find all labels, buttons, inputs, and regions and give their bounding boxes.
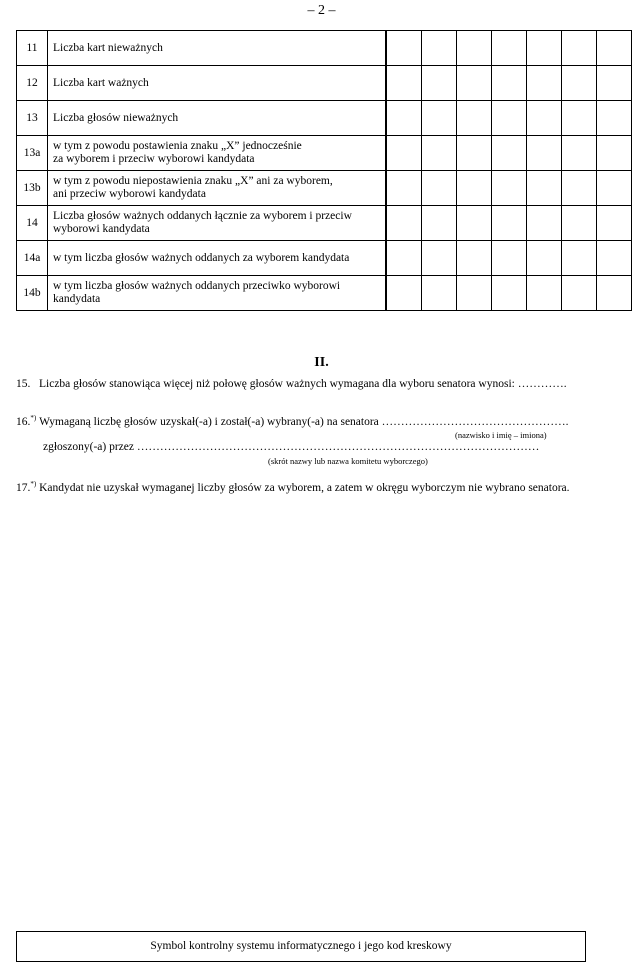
table-row <box>17 171 632 206</box>
digit-box[interactable] <box>527 66 562 101</box>
digit-box[interactable] <box>457 276 492 311</box>
digit-box[interactable] <box>562 171 597 206</box>
digit-box[interactable] <box>387 136 422 171</box>
digit-box[interactable] <box>387 171 422 206</box>
digit-box[interactable] <box>562 101 597 136</box>
table-row <box>17 31 632 66</box>
digit-box[interactable] <box>527 31 562 66</box>
item-17: 17.*) Kandydat nie uzyskał wymaganej liczby głosów za wyborem, a zatem w okręgu wyborczym nie wybrano senatora. <box>16 480 570 494</box>
digit-box[interactable] <box>492 171 527 206</box>
digit-box[interactable] <box>562 241 597 276</box>
digit-box[interactable] <box>527 276 562 311</box>
digit-box[interactable] <box>422 66 457 101</box>
item-16-nominated-by: zgłoszony(-a) przez …………………………………………………………………………………………… <box>43 441 540 453</box>
row-number: 14a <box>17 241 48 276</box>
digit-box[interactable] <box>562 31 597 66</box>
row-label: w tym z powodu postawienia znaku „X” jednocześnie za wyborem i przeciw wyborowi kandydata <box>48 136 386 171</box>
digit-box[interactable] <box>422 101 457 136</box>
digit-box[interactable] <box>457 136 492 171</box>
digit-box[interactable] <box>527 206 562 241</box>
digit-box[interactable] <box>492 31 527 66</box>
results-table <box>16 30 632 311</box>
digit-box[interactable] <box>597 101 632 136</box>
row-number: 13b <box>17 171 48 206</box>
digit-box[interactable] <box>492 101 527 136</box>
table-row <box>17 241 632 276</box>
digit-box[interactable] <box>457 241 492 276</box>
digit-box[interactable] <box>597 136 632 171</box>
digit-box[interactable] <box>492 66 527 101</box>
section-title: II. <box>314 355 329 370</box>
digit-box[interactable] <box>387 31 422 66</box>
row-label: Liczba głosów ważnych oddanych łącznie za wyborem i przeciw wyborowi kandydata <box>48 206 386 241</box>
digit-box[interactable] <box>597 276 632 311</box>
table-row <box>17 276 632 311</box>
digit-box[interactable] <box>527 241 562 276</box>
digit-box[interactable] <box>562 206 597 241</box>
digit-box[interactable] <box>527 136 562 171</box>
digit-box[interactable] <box>457 171 492 206</box>
row-label: w tym z powodu niepostawienia znaku „X” ani za wyborem, ani przeciw wyborowi kandydata <box>48 171 386 206</box>
digit-box[interactable] <box>387 66 422 101</box>
row-number: 12 <box>17 66 48 101</box>
digit-box[interactable] <box>387 101 422 136</box>
row-label: w tym liczba głosów ważnych oddanych za wyborem kandydata <box>48 241 386 276</box>
digit-box[interactable] <box>597 206 632 241</box>
row-label: w tym liczba głosów ważnych oddanych przeciwko wyborowi kandydata <box>48 276 386 311</box>
digit-box[interactable] <box>492 241 527 276</box>
digit-box[interactable] <box>562 276 597 311</box>
digit-box[interactable] <box>492 206 527 241</box>
digit-box[interactable] <box>422 206 457 241</box>
digit-box[interactable] <box>527 101 562 136</box>
table-row <box>17 206 632 241</box>
row-number: 13 <box>17 101 48 136</box>
digit-box[interactable] <box>457 101 492 136</box>
digit-box[interactable] <box>422 136 457 171</box>
digit-box[interactable] <box>422 171 457 206</box>
digit-box[interactable] <box>492 276 527 311</box>
row-number: 13a <box>17 136 48 171</box>
digit-box[interactable] <box>422 241 457 276</box>
digit-box[interactable] <box>597 241 632 276</box>
digit-box[interactable] <box>597 171 632 206</box>
row-label: Liczba kart nieważnych <box>48 31 386 66</box>
row-label: Liczba kart ważnych <box>48 66 386 101</box>
digit-box[interactable] <box>422 276 457 311</box>
row-number: 11 <box>17 31 48 66</box>
table-row <box>17 101 632 136</box>
digit-box[interactable] <box>387 276 422 311</box>
digit-box[interactable] <box>387 206 422 241</box>
page-number: – 2 – <box>307 3 336 18</box>
row-label: Liczba głosów nieważnych <box>48 101 386 136</box>
footnote-marker: *) <box>30 414 37 422</box>
digit-box[interactable] <box>597 31 632 66</box>
item-16: 16.*) Wymaganą liczbę głosów uzyskał(-a) i został(-a) wybrany(-a) na senatora …………………………………………. <box>16 414 569 428</box>
digit-box[interactable] <box>492 136 527 171</box>
footnote-marker: *) <box>30 480 37 488</box>
digit-box[interactable] <box>597 66 632 101</box>
item-15: 15. Liczba głosów stanowiąca więcej niż połowę głosów ważnych wymagana dla wyboru senatora wynosi: …………. <box>16 378 567 390</box>
table-row <box>17 136 632 171</box>
digit-box[interactable] <box>422 31 457 66</box>
digit-box[interactable] <box>527 171 562 206</box>
digit-box[interactable] <box>562 136 597 171</box>
row-number: 14 <box>17 206 48 241</box>
digit-box[interactable] <box>457 31 492 66</box>
digit-box[interactable] <box>562 66 597 101</box>
row-number: 14b <box>17 276 48 311</box>
digit-box[interactable] <box>457 206 492 241</box>
hint-name: (nazwisko i imię – imiona) <box>455 430 547 440</box>
hint-committee: (skrót nazwy lub nazwa komitetu wyborczego) <box>268 456 428 466</box>
control-symbol-box: Symbol kontrolny systemu informatycznego i jego kod kreskowy <box>16 931 586 962</box>
digit-box[interactable] <box>457 66 492 101</box>
table-row <box>17 66 632 101</box>
digit-box[interactable] <box>387 241 422 276</box>
